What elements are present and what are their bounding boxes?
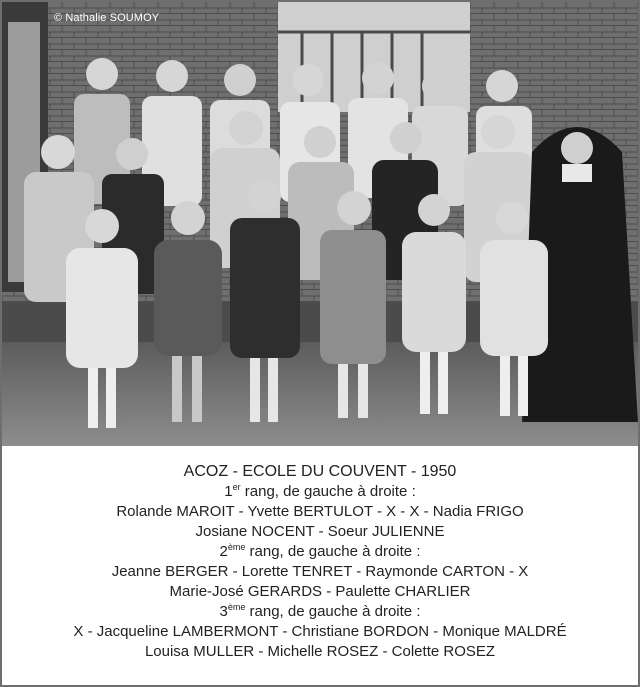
row-3-heading-text: rang, de gauche à droite : (245, 603, 421, 620)
row-3-names-line-1: X - Jacqueline LAMBERMONT - Christiane BORDON - Monique MALDRÉ (73, 623, 567, 640)
caption (2, 446, 638, 685)
row-2-heading (2, 542, 638, 562)
row-2-heading-text: rang, de gauche à droite : (245, 543, 421, 560)
row-2-names-line-1: Jeanne BERGER - Lorette TENRET - Raymonde CARTON - X (111, 563, 529, 580)
caption-title: ACOZ - ECOLE DU COUVENT - 1950 (183, 463, 457, 480)
row-2-ordinal: 2 (219, 543, 228, 560)
row-1-ordinal: 1 (224, 483, 233, 500)
row-1-names-line-2: Josiane NOCENT - Soeur JULIENNE (195, 523, 445, 540)
class-photo (2, 2, 638, 446)
row-1-heading (2, 482, 638, 502)
row-1-heading-text: rang, de gauche à droite : (240, 483, 416, 500)
row-3-suffix: ème (227, 602, 246, 612)
photo-credit: © Nathalie SOUMOY (54, 12, 160, 24)
row-1-suffix: er (232, 482, 241, 492)
row-2-names-line-2: Marie-José GERARDS - Paulette CHARLIER (169, 583, 471, 600)
row-3-heading (2, 602, 638, 622)
row-3-names-line-2: Louisa MULLER - Michelle ROSEZ - Colette ROSEZ (144, 643, 496, 660)
photo-illustration (2, 2, 638, 446)
row-1-names-line-1: Rolande MAROIT - Yvette BERTULOT - X - X - Nadia FRIGO (116, 503, 524, 520)
row-2-suffix: ème (227, 542, 246, 552)
row-3-ordinal: 3 (219, 603, 228, 620)
